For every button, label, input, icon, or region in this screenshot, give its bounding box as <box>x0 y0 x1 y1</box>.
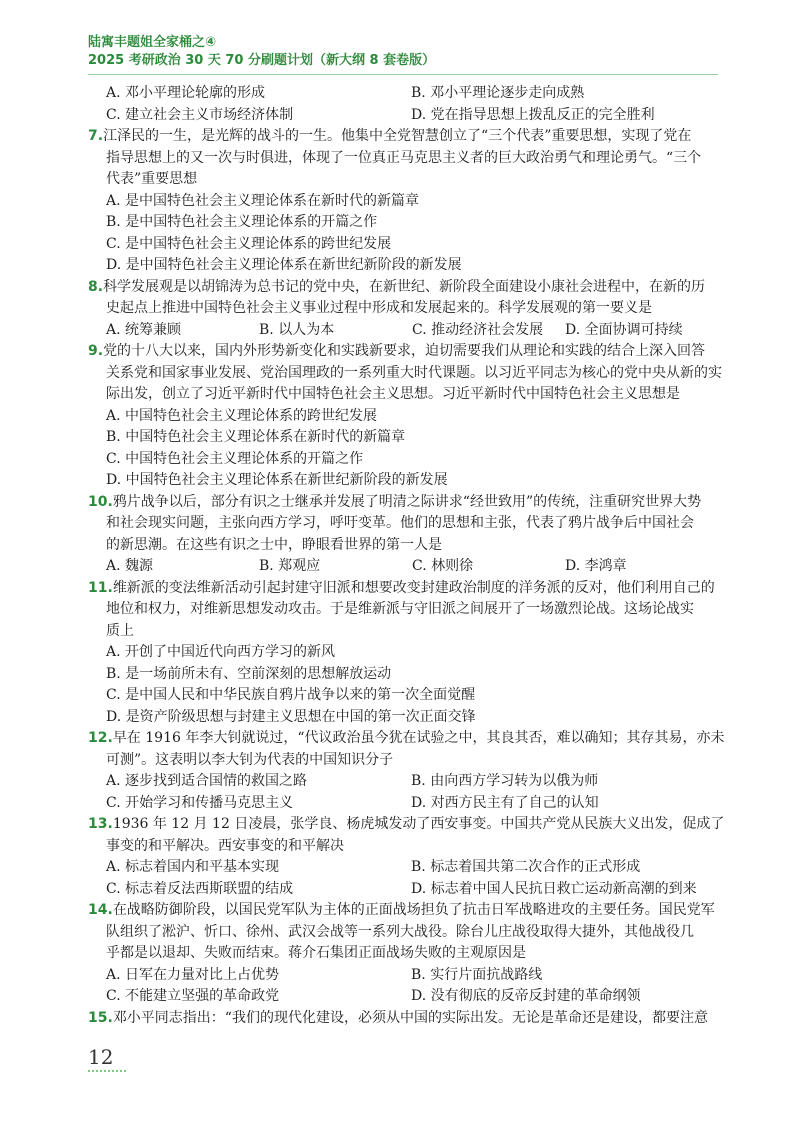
q8-options <box>88 320 718 342</box>
q9-option-b: B. 中国特色社会主义理论体系在新时代的新篇章 <box>106 429 406 445</box>
q7-option-c: C. 是中国特色社会主义理论体系的跨世纪发展 <box>106 235 392 252</box>
header-divider <box>88 74 718 75</box>
q11-option-a: A. 开创了中国近代向西方学习的新风 <box>106 644 336 660</box>
q9-text-1: 党的十八大以来，国内外形势新变化和实践新要求，迫切需要我们从理论和实践的结合上深入回答 <box>103 343 706 359</box>
q7-option-d: D. 是中国特色社会主义理论体系在新世纪新阶段的新发展 <box>106 257 462 273</box>
q7-line-3: 代表”重要思想 <box>106 171 198 187</box>
q14-option-c: C. 不能建立坚强的革命政党 <box>106 988 280 1004</box>
q14-text-1: 在战略防御阶段，以国民党军队为主体的正面战场担负了抗击日军战略进攻的主要任务。国民党军 <box>112 902 715 918</box>
q13-number: 13. <box>88 816 113 832</box>
q9-option-a: A. 中国特色社会主义理论体系的跨世纪发展 <box>106 407 378 424</box>
q14-line-2: 队组织了淞沪、忻口、徐州、武汉会战等一系列大战役。除台儿庄战役取得大捷外，其他战役几 <box>106 923 694 940</box>
q10-options <box>88 556 718 578</box>
q14-number: 14. <box>88 902 113 918</box>
q8-option-b: B. 以人为本 <box>259 321 335 338</box>
q14-line-3: 乎都是以退却、失败而结束。蒋介石集团正面战场失败的主观原因是 <box>106 945 526 961</box>
q13-options-row2 <box>88 879 718 901</box>
q14-options-row2 <box>88 986 718 1008</box>
q12-line-2: 可测”。这表明以李大钊为代表的中国知识分子 <box>106 751 394 768</box>
q12-text-1: 早在 1916 年李大钊就说过，“代议政治虽今犹在试验之中，其良其否，难以确知；其存其易，亦未 <box>112 730 725 746</box>
q8-line-1 <box>88 277 718 299</box>
q15-number: 15. <box>88 1009 113 1026</box>
q7-number: 7. <box>88 128 104 144</box>
q10-line-2: 和社会现实问题，主张向西方学习，呼吁变革。他们的思想和主张，代表了鸦片战争后中国社会 <box>106 515 694 531</box>
q12-option-b: B. 由向西方学习转为以俄为师 <box>411 773 599 789</box>
q11-text-1: 维新派的变法维新活动引起封建守旧派和想要改变封建政治制度的洋务派的反对，他们利用自己的 <box>112 579 715 596</box>
q11-line-1 <box>88 578 718 600</box>
book-title: 2025 考研政治 30 天 70 分刷题计划（新大纲 8 套卷版） <box>88 53 436 68</box>
q11-line-3: 质上 <box>106 622 134 639</box>
q6-option-c: C. 建立社会主义市场经济体制 <box>106 106 294 123</box>
q6-options-row2 <box>88 105 718 127</box>
q15-text-1: 邓小平同志指出：“我们的现代化建设，必须从中国的实际出发。无论是革命还是建设，都要注意 <box>112 1009 708 1026</box>
q10-line-3: 的新思潮。在这些有识之士中，睁眼看世界的第一人是 <box>106 536 442 553</box>
question-12 <box>88 728 725 814</box>
question-14 <box>88 900 718 1008</box>
question-11 <box>88 578 718 729</box>
q10-option-b: B. 郑观应 <box>259 558 321 574</box>
q14-option-d: D. 没有彻底的反帝反封建的革命纲领 <box>411 988 641 1004</box>
q6-option-d: D. 党在指导思想上拨乱反正的完全胜利 <box>411 106 655 123</box>
q11-option-d: D. 是资产阶级思想与封建主义思想在中国的第一次正面交锋 <box>106 708 476 725</box>
q14-options-row1 <box>88 965 718 987</box>
question-7 <box>88 126 718 277</box>
q12-options-row2 <box>88 793 718 815</box>
q15-line-1 <box>88 1008 718 1030</box>
q11-option-c: C. 是中国人民和中华民族自鸦片战争以来的第一次全面觉醒 <box>106 687 476 703</box>
q11-option-b: B. 是一场前所未有、空前深刻的思想解放运动 <box>106 665 392 682</box>
q10-number: 10. <box>88 493 113 510</box>
q13-text-1: 1936 年 12 月 12 日凌晨，张学良、杨虎城发动了西安事变。中国共产党从民族大义出发，促成了 <box>112 816 725 832</box>
q12-number: 12. <box>88 730 113 746</box>
q10-option-d: D. 李鸿章 <box>565 558 627 574</box>
q7-text-1: 江泽民的一生，是光辉的战斗的一生。他集中全党智慧创立了“三个代表”重要思想，实现了党在 <box>103 128 692 144</box>
q13-option-b: B. 标志着国共第二次合作的正式形成 <box>411 859 641 875</box>
question-10 <box>88 492 718 578</box>
q14-line-1 <box>88 900 718 922</box>
page-number-underline <box>88 1070 126 1072</box>
q11-line-2: 地位和权力，对维新思想发动攻击。于是维新派与守旧派之间展开了一场激烈论战。这场论战实 <box>106 601 694 617</box>
q12-option-c: C. 开始学习和传播马克思主义 <box>106 794 294 811</box>
q13-line-2: 事变的和平解决。西安事变的和平解决 <box>106 837 344 854</box>
q9-line-1 <box>88 341 718 363</box>
page-header <box>88 34 708 70</box>
q10-line-1 <box>88 492 718 514</box>
q14-option-a: A. 日军在力量对比上占优势 <box>106 966 280 983</box>
q8-option-d: D. 全面协调可持续 <box>565 321 683 338</box>
q9-line-2: 关系党和国家事业发展、党治国理政的一系列重大时代课题。以习近平同志为核心的党中央从新的实 <box>106 364 722 381</box>
series-title: 陆寓丰题姐全家桶之④ <box>88 35 217 50</box>
q8-text-1: 科学发展观是以胡锦涛为总书记的党中央，在新世纪、新阶段全面建设小康社会进程中，在新的历 <box>103 278 706 295</box>
q8-line-2: 史起点上推进中国特色社会主义事业过程中形成和发展起来的。科学发展观的第一要义是 <box>106 300 652 316</box>
question-8 <box>88 277 718 342</box>
q13-option-d: D. 标志着中国人民抗日救亡运动新高潮的到来 <box>411 880 697 897</box>
q8-option-a: A. 统筹兼顾 <box>106 321 182 338</box>
q7-line-1 <box>88 126 718 148</box>
q12-line-1 <box>88 728 725 750</box>
question-9 <box>88 341 722 492</box>
q10-option-c: C. 林则徐 <box>412 558 474 574</box>
q6-options <box>88 83 718 105</box>
q8-option-c: C. 推动经济社会发展 <box>412 321 544 338</box>
q9-line-3: 际出发，创立了习近平新时代中国特色社会主义思想。习近平新时代中国特色社会主义思想是 <box>106 386 680 402</box>
q12-options-row1 <box>88 771 718 793</box>
q14-option-b: B. 实行片面抗战路线 <box>411 966 543 983</box>
q7-line-2: 指导思想上的又一次与时俱进，体现了一位真正马克思主义者的巨大政治勇气和理论勇气。“三个 <box>106 149 702 166</box>
q12-option-d: D. 对西方民主有了自己的认知 <box>411 794 599 811</box>
q13-line-1 <box>88 814 725 836</box>
q13-option-c: C. 标志着反法西斯联盟的结成 <box>106 880 294 897</box>
question-13 <box>88 814 725 900</box>
q10-text-1: 鸦片战争以后，部分有识之士继承并发展了明清之际讲求“经世致用”的传统，注重研究世界大势 <box>112 493 702 510</box>
q9-option-c: C. 中国特色社会主义理论体系的开篇之作 <box>106 450 364 467</box>
q9-option-d: D. 中国特色社会主义理论体系在新世纪新阶段的新发展 <box>106 472 448 488</box>
q12-option-a: A. 逐步找到适合国情的救国之路 <box>106 773 308 789</box>
q7-option-b: B. 是中国特色社会主义理论体系的开篇之作 <box>106 214 378 230</box>
q6-option-b: B. 邓小平理论逐步走向成熟 <box>411 85 585 101</box>
q13-options-row1 <box>88 857 718 879</box>
q8-number: 8. <box>88 278 104 295</box>
page-number: 12 <box>88 1045 114 1069</box>
q7-option-a: A. 是中国特色社会主义理论体系在新时代的新篇章 <box>106 192 420 209</box>
question-content <box>88 83 725 1029</box>
q13-option-a: A. 标志着国内和平基本实现 <box>106 859 280 875</box>
q6-option-a: A. 邓小平理论轮廓的形成 <box>106 85 266 101</box>
q11-number: 11. <box>88 579 113 596</box>
q9-number: 9. <box>88 343 104 359</box>
q10-option-a: A. 魏源 <box>106 558 154 574</box>
question-15 <box>88 1008 718 1030</box>
